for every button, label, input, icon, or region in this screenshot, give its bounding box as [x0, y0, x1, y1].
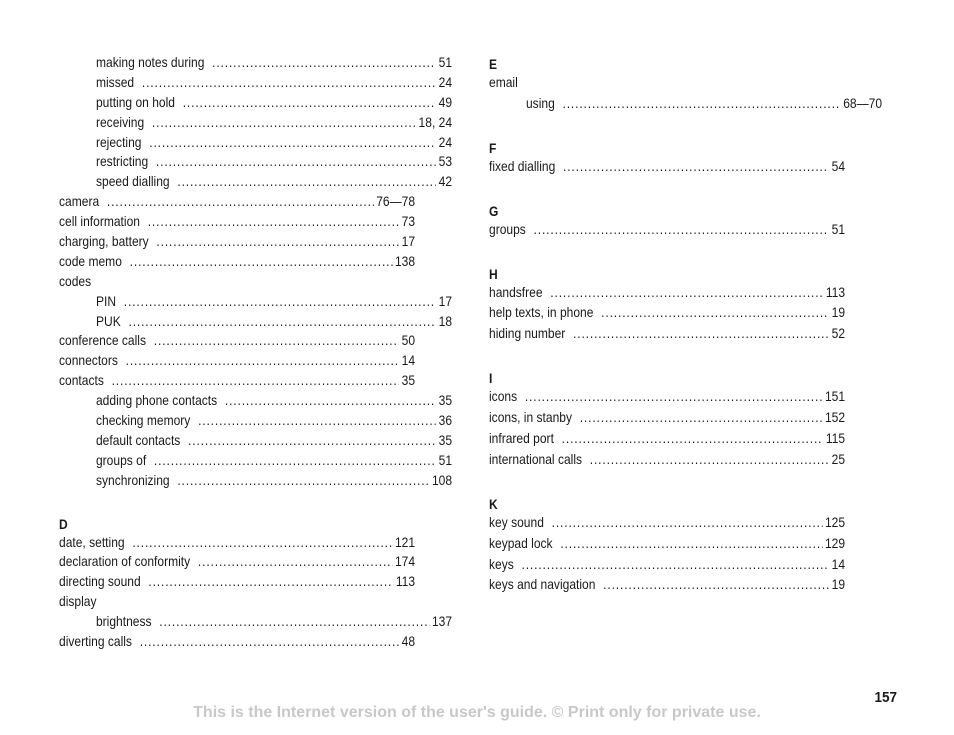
index-subentry: [59, 114, 452, 134]
index-term: putting on hold: [95, 93, 175, 110]
dot-leader: [601, 304, 829, 320]
index-term: fixed dialling: [489, 157, 556, 174]
index-term: PUK: [95, 312, 121, 329]
dot-leader: [154, 332, 399, 348]
dot-leader: [188, 432, 436, 448]
index-page-ref: 14: [831, 555, 846, 572]
index-entry: [59, 352, 415, 372]
index-entry: [489, 535, 845, 556]
index-entry: [59, 553, 415, 573]
section-gap: [489, 242, 845, 264]
index-term: key sound: [489, 513, 544, 530]
index-term: help texts, in phone: [489, 304, 594, 321]
index-letter-heading: H: [489, 265, 498, 282]
index-page-ref: 125: [824, 513, 846, 530]
index-letter-heading: D: [59, 515, 68, 532]
index-entry: [59, 534, 415, 554]
index-entry: [489, 556, 845, 577]
index-subentry: [59, 173, 452, 193]
index-term: contacts: [59, 372, 104, 389]
index-page-ref: 51: [438, 54, 453, 70]
dot-leader: [563, 158, 829, 174]
dot-leader: [177, 472, 429, 488]
dot-leader: [225, 392, 436, 408]
index-term: code memo: [59, 252, 122, 269]
index-heading-term: [489, 74, 845, 95]
index-page-ref: 42: [438, 173, 453, 190]
index-page-ref: 35: [401, 372, 416, 389]
index-subentry: [59, 74, 452, 94]
dot-leader: [112, 372, 399, 388]
index-entry: [59, 633, 415, 653]
index-term: keypad lock: [489, 534, 553, 551]
index-entry: [489, 430, 845, 451]
index-page-ref: 19: [831, 576, 846, 593]
index-term: declaration of conformity: [59, 553, 191, 570]
index-page-ref: 35: [438, 431, 453, 448]
index-term: infrared port: [489, 430, 554, 447]
index-column-right: [489, 54, 883, 597]
section-gap: [489, 179, 845, 201]
index-subentry: [489, 95, 882, 116]
dot-leader: [156, 233, 399, 249]
index-page-ref: 129: [824, 534, 846, 551]
dot-leader: [183, 94, 436, 110]
index-entry: [489, 325, 845, 346]
index-term: adding phone contacts: [95, 392, 218, 409]
dot-leader: [212, 54, 436, 70]
index-page-ref: 52: [831, 325, 846, 342]
index-entry: [489, 304, 845, 325]
index-page-ref: 48: [401, 633, 416, 650]
index-term: camera: [59, 193, 100, 210]
index-page-ref: 18: [438, 312, 453, 329]
dot-leader: [560, 535, 822, 551]
index-page-ref: 115: [825, 430, 846, 447]
index-term: synchronizing: [95, 471, 170, 488]
index-term: missed: [95, 73, 135, 90]
dot-leader: [148, 573, 393, 589]
index-page-ref: 24: [438, 133, 453, 150]
index-letter-heading: F: [489, 139, 497, 156]
index-entry: [59, 573, 415, 593]
index-subentry: [59, 412, 452, 432]
index-heading-term: [59, 273, 415, 293]
index-term: keys and navigation: [489, 576, 596, 593]
index-page-ref: 18, 24: [418, 113, 453, 130]
index-term: restricting: [95, 153, 149, 170]
dot-leader: [149, 134, 436, 150]
section-gap: [489, 472, 845, 494]
index-subentry: [59, 134, 452, 154]
index-term: groups: [489, 220, 526, 237]
index-entry: [489, 221, 845, 242]
dot-leader: [534, 221, 830, 237]
index-page-ref: 108: [431, 471, 453, 488]
index-term: charging, battery: [59, 233, 149, 250]
index-subentry: [59, 613, 452, 633]
index-page-ref: 17: [401, 233, 416, 250]
dot-leader: [156, 153, 436, 169]
dot-leader: [142, 74, 436, 90]
dot-leader: [132, 534, 392, 550]
index-page-ref: 53: [438, 153, 453, 170]
index-entry: [59, 253, 415, 273]
index-entry: [59, 213, 415, 233]
dot-leader: [603, 576, 829, 592]
dot-leader: [522, 556, 830, 572]
index-page-ref: 14: [401, 352, 416, 369]
dot-leader: [550, 284, 823, 300]
dot-leader: [177, 173, 436, 189]
index-subentry: [59, 392, 452, 412]
index-term: default contacts: [95, 431, 181, 448]
index-page-ref: 113: [825, 283, 846, 300]
index-entry: [489, 409, 845, 430]
index-page-ref: 17: [438, 292, 453, 309]
index-term: icons: [489, 388, 518, 405]
dot-leader: [573, 325, 829, 341]
index-entry: [59, 332, 415, 352]
index-entry: [59, 193, 415, 213]
index-entry: [59, 372, 415, 392]
index-subentry: [59, 153, 452, 173]
index-term: display: [59, 593, 97, 610]
index-page-ref: 138: [394, 252, 416, 269]
index-page-ref: 50: [401, 332, 416, 349]
index-page-ref: 19: [831, 304, 846, 321]
index-page-ref: 54: [831, 157, 846, 174]
index-letter-heading: I: [489, 370, 493, 387]
index-term: connectors: [59, 352, 118, 369]
index-term: codes: [59, 272, 92, 289]
index-entry: [489, 514, 845, 535]
index-page-ref: 68—70: [843, 94, 883, 111]
dot-leader: [562, 430, 824, 446]
dot-leader: [128, 313, 436, 329]
index-page-ref: 151: [824, 388, 846, 405]
index-entry: [59, 233, 415, 253]
index-term: using: [525, 94, 555, 111]
index-page-ref: 121: [394, 533, 416, 550]
index-page-ref: 36: [438, 412, 453, 429]
dot-leader: [154, 452, 436, 468]
index-term: directing sound: [59, 573, 141, 590]
dot-leader: [580, 409, 823, 425]
dot-leader: [525, 388, 823, 404]
index-entry: [489, 576, 845, 597]
section-gap: [59, 492, 415, 514]
index-term: brightness: [95, 613, 152, 630]
index-subentry: [59, 54, 452, 74]
index-page-ref: 24: [438, 73, 453, 90]
dot-leader: [152, 114, 416, 130]
dot-leader: [148, 213, 399, 229]
index-term: diverting calls: [59, 633, 132, 650]
index-page-ref: 174: [394, 553, 416, 570]
index-term: international calls: [489, 450, 583, 467]
page-number: 157: [874, 689, 897, 706]
index-page-ref: 76—78: [376, 193, 416, 210]
section-gap: [489, 116, 845, 138]
index-entry: [489, 451, 845, 472]
index-page-ref: 25: [831, 450, 846, 467]
index-subentry: [59, 94, 452, 114]
index-term: handsfree: [489, 283, 543, 300]
index-page-ref: 73: [401, 213, 416, 230]
index-term: keys: [489, 555, 514, 572]
index-subentry: [59, 452, 452, 472]
dot-leader: [124, 293, 436, 309]
index-term: PIN: [95, 292, 117, 309]
index-letter-heading: K: [489, 495, 498, 512]
index-term: speed dialling: [95, 173, 170, 190]
dot-leader: [126, 352, 399, 368]
index-page-ref: 35: [438, 392, 453, 409]
index-entry: [489, 388, 845, 409]
index-column-left: [59, 54, 453, 653]
index-term: making notes during: [95, 54, 205, 70]
index-subentry: [59, 293, 452, 313]
index-page-ref: 49: [438, 93, 453, 110]
index-subentry: [59, 313, 452, 333]
index-heading-term: [59, 593, 415, 613]
index-term: checking memory: [95, 412, 191, 429]
index-letter-heading: E: [489, 56, 498, 72]
index-page-ref: 113: [395, 573, 416, 590]
index-term: date, setting: [59, 533, 125, 550]
dot-leader: [198, 553, 392, 569]
index-page-ref: 137: [431, 613, 453, 630]
index-term: icons, in stanby: [489, 409, 572, 426]
index-term: email: [489, 74, 518, 90]
dot-leader: [552, 514, 823, 530]
footer-notice: This is the Internet version of the user's guide. © Print only for private use.: [193, 704, 761, 721]
section-gap: [489, 346, 845, 368]
index-entry: [489, 284, 845, 305]
dot-leader: [130, 253, 393, 269]
index-entry: [489, 158, 845, 179]
dot-leader: [563, 95, 841, 111]
index-letter-heading: G: [489, 202, 499, 219]
index-term: groups of: [95, 451, 147, 468]
index-term: conference calls: [59, 332, 147, 349]
dot-leader: [159, 613, 429, 629]
index-page-ref: 51: [831, 220, 846, 237]
dot-leader: [140, 633, 399, 649]
index-term: cell information: [59, 213, 140, 230]
dot-leader: [198, 412, 436, 428]
index-term: hiding number: [489, 325, 566, 342]
index-term: receiving: [95, 113, 145, 130]
dot-leader: [107, 193, 374, 209]
index-term: rejecting: [95, 133, 142, 150]
dot-leader: [590, 451, 829, 467]
index-page-ref: 152: [824, 409, 846, 426]
index-subentry: [59, 432, 452, 452]
index-subentry: [59, 472, 452, 492]
index-page-ref: 51: [438, 451, 453, 468]
